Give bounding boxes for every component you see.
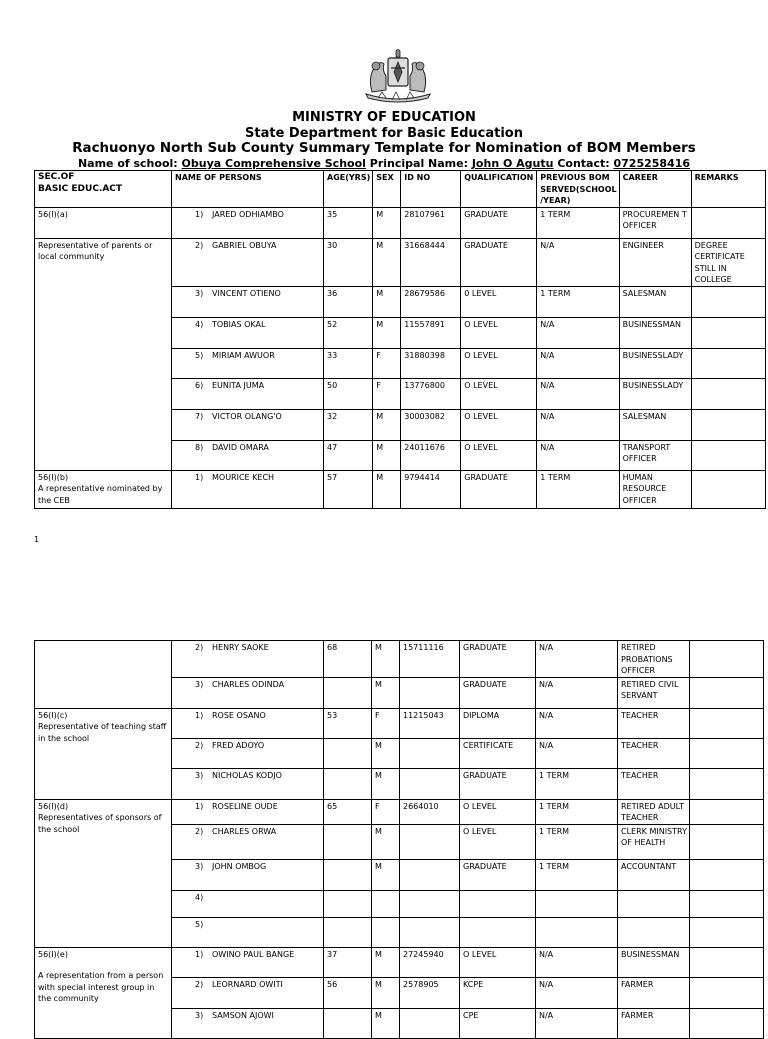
person-name: 6) EUNITA JUMA xyxy=(172,378,324,409)
previous-cell: 1 TERM xyxy=(536,859,618,890)
id-cell: 28679586 xyxy=(401,286,461,317)
section-description: Representative of parents or local community xyxy=(35,238,172,470)
previous-cell: N/A xyxy=(537,317,619,348)
qualification-cell xyxy=(460,917,536,947)
id-cell: 2664010 xyxy=(400,799,460,824)
nomination-table-page-1 xyxy=(34,170,766,509)
qualification-cell: O LEVEL xyxy=(461,317,537,348)
sex-cell: M xyxy=(373,286,401,317)
previous-cell: N/A xyxy=(537,348,619,378)
sex-cell xyxy=(372,890,400,917)
age-cell: 37 xyxy=(324,947,372,977)
person-name: 7) VICTOR OLANG'O xyxy=(172,409,324,440)
remarks-cell xyxy=(690,977,764,1008)
header-sec: SEC.OF BASIC EDUC.ACT xyxy=(35,171,172,208)
previous-cell: 1 TERM xyxy=(536,799,618,824)
sex-cell: M xyxy=(373,470,401,508)
previous-cell: N/A xyxy=(536,1008,618,1038)
sex-cell: M xyxy=(373,440,401,470)
career-cell: RETIRED CIVIL SERVANT xyxy=(618,677,690,708)
header-qualification: QUALIFICATION xyxy=(461,171,537,208)
id-cell: 24011676 xyxy=(401,440,461,470)
id-cell: 13776800 xyxy=(401,378,461,409)
previous-cell: 1 TERM xyxy=(537,286,619,317)
remarks-cell xyxy=(691,348,765,378)
career-cell: HUMAN RESOURCE OFFICER xyxy=(619,470,691,508)
sex-cell: M xyxy=(372,738,400,768)
id-cell xyxy=(400,768,460,799)
nomination-table-page-2 xyxy=(34,640,764,1039)
sex-cell: M xyxy=(372,947,400,977)
document-title: Rachuonyo North Sub County Summary Template for Nomination of BOM Members xyxy=(72,141,696,156)
person-name: 2) CHARLES ORWA xyxy=(172,824,324,859)
id-cell: 11557891 xyxy=(401,317,461,348)
id-cell: 11215043 xyxy=(400,708,460,738)
previous-cell: N/A xyxy=(536,677,618,708)
qualification-cell: O LEVEL xyxy=(461,440,537,470)
id-cell xyxy=(400,917,460,947)
sex-cell: M xyxy=(372,859,400,890)
previous-cell: N/A xyxy=(537,238,619,286)
section-cell: 56(I)(b) A representative nominated by the CEB xyxy=(35,470,172,508)
career-cell: SALESMAN xyxy=(619,409,691,440)
qualification-cell: GRADUATE xyxy=(460,859,536,890)
contact-label: Contact: xyxy=(557,157,610,170)
id-cell: 15711116 xyxy=(400,641,460,678)
remarks-cell xyxy=(690,859,764,890)
person-name: 1) ROSE OSANO xyxy=(172,708,324,738)
remarks-cell xyxy=(690,917,764,947)
remarks-cell xyxy=(690,677,764,708)
career-cell: RETIRED PROBATIONS OFFICER xyxy=(618,641,690,678)
person-name: 5) MIRIAM AWUOR xyxy=(172,348,324,378)
person-name: 1) MOURICE KECH xyxy=(172,470,324,508)
career-cell: BUSINESSLADY xyxy=(619,348,691,378)
person-name: 3) JOHN OMBOG xyxy=(172,859,324,890)
career-cell: TRANSPORT OFFICER xyxy=(619,440,691,470)
career-cell: PROCUREMEN T OFFICER xyxy=(619,207,691,238)
previous-cell: 1 TERM xyxy=(537,470,619,508)
previous-cell: 1 TERM xyxy=(537,207,619,238)
person-name: 2) GABRIEL OBUYA xyxy=(172,238,324,286)
remarks-cell xyxy=(690,1008,764,1038)
sex-cell: M xyxy=(373,207,401,238)
id-cell: 30003082 xyxy=(401,409,461,440)
age-cell xyxy=(324,890,372,917)
sex-cell: F xyxy=(373,378,401,409)
id-cell xyxy=(400,1008,460,1038)
previous-cell: 1 TERM xyxy=(536,824,618,859)
age-cell: 68 xyxy=(324,641,372,678)
career-cell xyxy=(618,917,690,947)
previous-cell: N/A xyxy=(537,440,619,470)
id-cell: 2578905 xyxy=(400,977,460,1008)
previous-cell: N/A xyxy=(536,738,618,768)
person-name: 1) JARED ODHIAMBO xyxy=(172,207,324,238)
sex-cell: M xyxy=(372,641,400,678)
previous-cell: N/A xyxy=(536,708,618,738)
person-name: 2) LEORNARD OWITI xyxy=(172,977,324,1008)
ministry-title: MINISTRY OF EDUCATION xyxy=(292,110,476,125)
career-cell: FARMER xyxy=(618,977,690,1008)
person-name: 3) NICHOLAS KODJO xyxy=(172,768,324,799)
page-number: 1 xyxy=(34,535,40,544)
remarks-cell xyxy=(691,409,765,440)
sex-cell: M xyxy=(372,677,400,708)
career-cell: SALESMAN xyxy=(619,286,691,317)
qualification-cell: O LEVEL xyxy=(461,378,537,409)
person-name: 5) xyxy=(172,917,324,947)
person-name: 3) CHARLES ODINDA xyxy=(172,677,324,708)
age-cell: 57 xyxy=(324,470,373,508)
remarks-cell xyxy=(691,378,765,409)
career-cell: BUSINESSLADY xyxy=(619,378,691,409)
career-cell: BUSINESSMAN xyxy=(618,947,690,977)
id-cell xyxy=(400,890,460,917)
contact-number: 0725258416 xyxy=(613,157,691,170)
department-title: State Department for Basic Education xyxy=(245,126,523,141)
person-name: 2) FRED ADOYO xyxy=(172,738,324,768)
section-code: 56(I)(a) xyxy=(35,207,172,238)
section-cell: 56(I)(c) Representative of teaching staff in the school xyxy=(35,708,172,799)
previous-cell: N/A xyxy=(536,977,618,1008)
career-cell: TEACHER xyxy=(618,768,690,799)
person-name: 2) HENRY SAOKE xyxy=(172,641,324,678)
qualification-cell: O LEVEL xyxy=(460,947,536,977)
qualification-cell xyxy=(460,890,536,917)
table-row xyxy=(35,470,766,508)
id-cell: 31880398 xyxy=(401,348,461,378)
age-cell: 47 xyxy=(324,440,373,470)
header-previous: PREVIOUS BOM SERVED(SCHOOL /YEAR) xyxy=(537,171,619,208)
header-sex: SEX xyxy=(373,171,401,208)
table-row xyxy=(35,799,764,824)
table-row xyxy=(35,947,764,977)
qualification-cell: KCPE xyxy=(460,977,536,1008)
table-row xyxy=(35,238,766,286)
age-cell xyxy=(324,859,372,890)
age-cell xyxy=(324,768,372,799)
previous-cell xyxy=(536,917,618,947)
previous-cell: N/A xyxy=(537,409,619,440)
table-row xyxy=(35,641,764,678)
id-cell xyxy=(400,824,460,859)
qualification-cell: 0 LEVEL xyxy=(461,286,537,317)
qualification-cell: GRADUATE xyxy=(461,207,537,238)
remarks-cell xyxy=(690,824,764,859)
remarks-cell xyxy=(690,641,764,678)
sex-cell: M xyxy=(372,977,400,1008)
id-cell: 28107961 xyxy=(401,207,461,238)
person-name: 1) OWINO PAUL BANGE xyxy=(172,947,324,977)
age-cell xyxy=(324,738,372,768)
principal-label: Principal Name: xyxy=(369,157,468,170)
sex-cell: F xyxy=(372,708,400,738)
qualification-cell: GRADUATE xyxy=(460,677,536,708)
age-cell: 33 xyxy=(324,348,373,378)
previous-cell: 1 TERM xyxy=(536,768,618,799)
table-header-row xyxy=(35,171,766,208)
career-cell: FARMER xyxy=(618,1008,690,1038)
age-cell: 56 xyxy=(324,977,372,1008)
previous-cell: N/A xyxy=(537,378,619,409)
age-cell: 32 xyxy=(324,409,373,440)
qualification-cell: GRADUATE xyxy=(461,238,537,286)
qualification-cell: GRADUATE xyxy=(461,470,537,508)
header-id: ID NO xyxy=(401,171,461,208)
principal-name: John O Agutu xyxy=(471,157,554,170)
header-name: NAME OF PERSONS xyxy=(172,171,324,208)
career-cell: RETIRED ADULT TEACHER xyxy=(618,799,690,824)
age-cell: 50 xyxy=(324,378,373,409)
previous-cell: N/A xyxy=(536,947,618,977)
qualification-cell: GRADUATE xyxy=(460,768,536,799)
age-cell xyxy=(324,824,372,859)
qualification-cell: GRADUATE xyxy=(460,641,536,678)
person-name: 1) ROSELINE OUDE xyxy=(172,799,324,824)
previous-cell: N/A xyxy=(536,641,618,678)
age-cell: 36 xyxy=(324,286,373,317)
sex-cell: M xyxy=(373,409,401,440)
age-cell: 53 xyxy=(324,708,372,738)
remarks-cell xyxy=(690,708,764,738)
sex-cell: M xyxy=(372,768,400,799)
table-row xyxy=(35,207,766,238)
qualification-cell: CPE xyxy=(460,1008,536,1038)
sex-cell: M xyxy=(373,238,401,286)
remarks-cell xyxy=(691,317,765,348)
remarks-cell xyxy=(690,799,764,824)
age-cell xyxy=(324,1008,372,1038)
career-cell: ACCOUNTANT xyxy=(618,859,690,890)
header-remarks: REMARKS xyxy=(691,171,765,208)
header-career: CAREER xyxy=(619,171,691,208)
id-cell xyxy=(400,859,460,890)
section-cell-empty xyxy=(35,641,172,709)
career-cell xyxy=(618,890,690,917)
previous-cell xyxy=(536,890,618,917)
remarks-cell xyxy=(690,738,764,768)
age-cell xyxy=(324,917,372,947)
id-cell xyxy=(400,738,460,768)
qualification-cell: O LEVEL xyxy=(461,348,537,378)
remarks-cell xyxy=(690,890,764,917)
id-cell: 31668444 xyxy=(401,238,461,286)
section-cell: 56(I)(e) A representation from a person with special interest group in the community xyxy=(35,947,172,1038)
school-label: Name of school: xyxy=(77,157,178,170)
person-name: 3) SAMSON AJOWI xyxy=(172,1008,324,1038)
remarks-cell xyxy=(691,207,765,238)
id-cell xyxy=(400,677,460,708)
age-cell: 30 xyxy=(324,238,373,286)
qualification-cell: O LEVEL xyxy=(461,409,537,440)
header-age: AGE(YRS) xyxy=(324,171,373,208)
remarks-cell xyxy=(690,768,764,799)
career-cell: CLERK MINISTRY OF HEALTH xyxy=(618,824,690,859)
age-cell: 35 xyxy=(324,207,373,238)
sex-cell: F xyxy=(372,799,400,824)
section-cell: 56(I)(d) Representatives of sponsors of the school xyxy=(35,799,172,947)
qualification-cell: DIPLOMA xyxy=(460,708,536,738)
person-name: 4) xyxy=(172,890,324,917)
career-cell: TEACHER xyxy=(618,708,690,738)
person-name: 3) VINCENT OTIENO xyxy=(172,286,324,317)
id-cell: 9794414 xyxy=(401,470,461,508)
remarks-cell xyxy=(691,286,765,317)
remarks-cell xyxy=(691,440,765,470)
qualification-cell: CERTIFICATE xyxy=(460,738,536,768)
qualification-cell: O LEVEL xyxy=(460,824,536,859)
sex-cell: F xyxy=(373,348,401,378)
person-name: 8) DAVID OMARA xyxy=(172,440,324,470)
sex-cell: M xyxy=(372,824,400,859)
age-cell xyxy=(324,677,372,708)
sex-cell: M xyxy=(372,1008,400,1038)
remarks-cell: DEGREE CERTIFICATE STILL IN COLLEGE xyxy=(691,238,765,286)
age-cell: 65 xyxy=(324,799,372,824)
remarks-cell xyxy=(690,947,764,977)
coat-of-arms-icon xyxy=(358,48,438,106)
person-name: 4) TOBIAS OKAL xyxy=(172,317,324,348)
table-row xyxy=(35,708,764,738)
school-info-line xyxy=(0,157,768,170)
career-cell: ENGINEER xyxy=(619,238,691,286)
remarks-cell xyxy=(691,470,765,508)
sex-cell: M xyxy=(373,317,401,348)
qualification-cell: O LEVEL xyxy=(460,799,536,824)
school-name: Obuya Comprehensive School xyxy=(181,157,366,170)
career-cell: BUSINESSMAN xyxy=(619,317,691,348)
career-cell: TEACHER xyxy=(618,738,690,768)
id-cell: 27245940 xyxy=(400,947,460,977)
age-cell: 52 xyxy=(324,317,373,348)
sex-cell xyxy=(372,917,400,947)
